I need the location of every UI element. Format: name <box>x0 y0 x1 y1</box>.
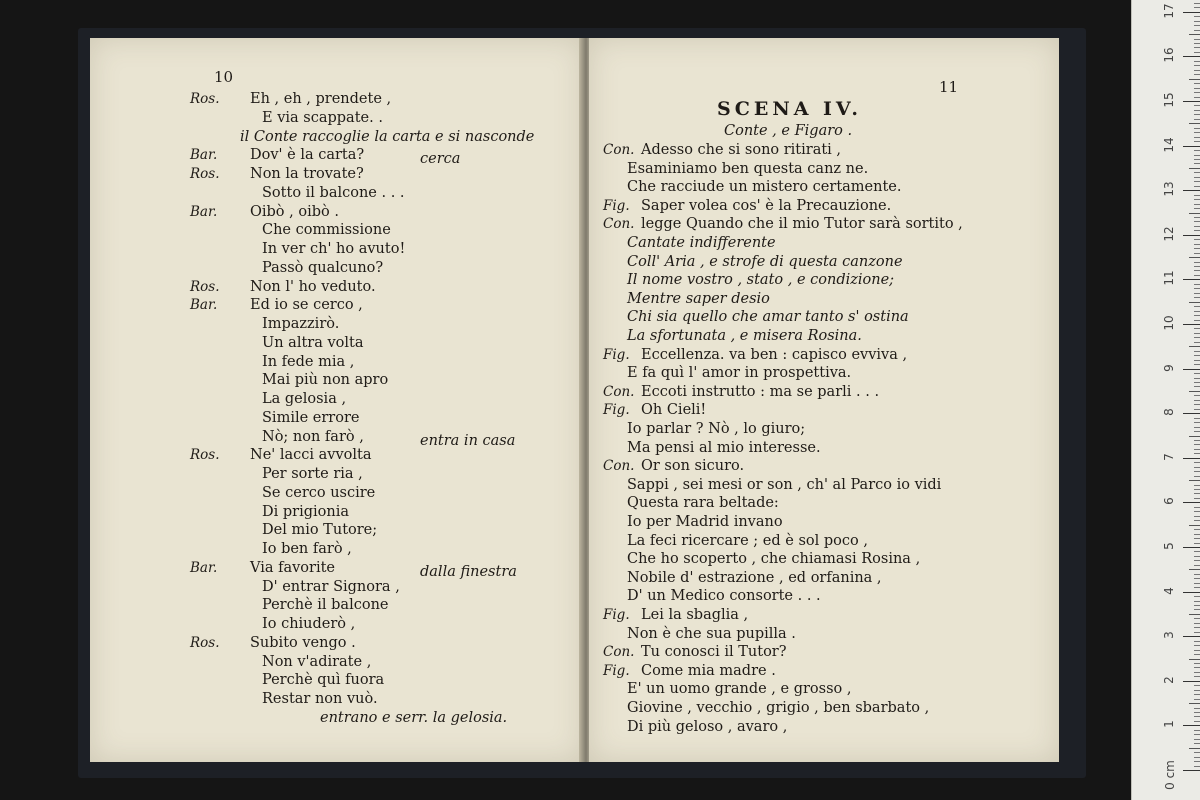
ruler-tick <box>1194 761 1200 762</box>
ruler-tick <box>1194 311 1200 312</box>
ruler-tick <box>1194 578 1200 579</box>
verse-line: Non la trovate? <box>250 166 364 182</box>
speaker-name: Ros. <box>190 278 220 295</box>
verse-line: Di più geloso , avaro , <box>627 718 788 735</box>
verse-line: Che racciude un mistero certamente. <box>627 179 902 196</box>
ruler-label: 2 <box>1162 675 1176 684</box>
verse-line: Chi sia quello che amar tanto s' ostina <box>627 309 909 326</box>
verse-line: Io per Madrid invano <box>627 514 783 530</box>
ruler-tick <box>1183 279 1200 280</box>
verse-line: Ed io se cerco , <box>250 297 363 314</box>
verse-line: Non v'adirate , <box>262 653 372 670</box>
ruler-tick <box>1194 270 1200 271</box>
ruler-tick <box>1194 743 1200 744</box>
ruler-tick <box>1194 373 1200 374</box>
ruler-tick <box>1194 342 1200 343</box>
ruler-tick <box>1194 489 1200 490</box>
ruler-tick <box>1194 632 1200 633</box>
ruler-label: 17 <box>1162 3 1176 19</box>
verse-line: Eccoti instrutto : ma se parli . . . <box>641 383 880 400</box>
ruler-tick <box>1194 551 1200 552</box>
ruler-tick <box>1194 667 1200 668</box>
ruler-tick <box>1194 239 1200 240</box>
ruler-tick <box>1194 253 1200 254</box>
ruler-tick <box>1194 694 1200 695</box>
ruler-tick <box>1194 444 1200 445</box>
ruler-tick <box>1194 137 1200 138</box>
ruler-tick <box>1183 725 1200 726</box>
scene-subtitle: Conte , e Figaro . <box>724 123 853 139</box>
ruler-tick <box>1194 128 1200 129</box>
ruler-tick <box>1194 395 1200 396</box>
ruler-tick <box>1194 181 1200 182</box>
ruler-tick <box>1194 556 1200 557</box>
ruler-tick <box>1194 721 1200 722</box>
ruler-label: 12 <box>1162 226 1176 242</box>
ruler-tick <box>1194 516 1200 517</box>
ruler-tick <box>1183 235 1200 236</box>
ruler-tick <box>1183 324 1200 325</box>
ruler-tick <box>1183 190 1200 191</box>
ruler-tick <box>1194 172 1200 173</box>
ruler-label: 15 <box>1162 92 1176 108</box>
ruler-tick <box>1194 132 1200 133</box>
ruler-tick <box>1194 690 1200 691</box>
verse-line: Perchè quì fuora <box>262 672 385 689</box>
ruler-tick <box>1194 163 1200 164</box>
ruler-label: 9 <box>1162 363 1176 372</box>
verse-line: In fede mia , <box>262 353 355 370</box>
ruler-tick <box>1194 471 1200 472</box>
ruler-tick <box>1194 284 1200 285</box>
ruler-tick <box>1194 195 1200 196</box>
ruler-label: 10 <box>1162 315 1176 331</box>
ruler-tick <box>1194 306 1200 307</box>
ruler-tick <box>1194 7 1200 8</box>
ruler-tick <box>1194 650 1200 651</box>
ruler-tick <box>1189 34 1200 35</box>
ruler-tick <box>1194 601 1200 602</box>
ruler-tick <box>1194 333 1200 334</box>
ruler-tick <box>1194 217 1200 218</box>
speaker-name: Bar. <box>190 147 218 164</box>
ruler-tick <box>1183 770 1200 771</box>
verse-line: Se cerco uscire <box>262 484 376 501</box>
verse-line: Io ben farò , <box>262 541 352 557</box>
ruler-tick <box>1194 672 1200 673</box>
verse-line: Esaminiamo ben questa canz ne. <box>627 160 869 177</box>
ruler-tick <box>1183 636 1200 637</box>
verse-line: Eccellenza. va ben : capisco evviva , <box>641 346 908 363</box>
ruler-tick <box>1194 226 1200 227</box>
ruler-tick <box>1189 569 1200 570</box>
ruler-tick <box>1194 70 1200 71</box>
ruler-tick <box>1194 645 1200 646</box>
verse-line: Via favorite <box>250 559 336 576</box>
speaker-name: Fig. <box>603 197 630 214</box>
verse-line: Eh , eh , prendete , <box>250 91 392 107</box>
page-number: 10 <box>214 68 234 86</box>
verse-line: Perchè il balcone <box>262 597 389 614</box>
verse-line: Ma pensi al mio interesse. <box>627 439 821 456</box>
ruler-tick <box>1194 587 1200 588</box>
verse-line: Tu conosci il Tutor? <box>641 644 787 661</box>
ruler-tick <box>1194 386 1200 387</box>
ruler-tick <box>1194 221 1200 222</box>
speaker-name: Ros. <box>190 91 220 107</box>
ruler-tick <box>1194 288 1200 289</box>
ruler-tick <box>1194 199 1200 200</box>
ruler-tick <box>1189 213 1200 214</box>
ruler-tick <box>1194 293 1200 294</box>
verse-line: Non è che sua pupilla . <box>627 625 796 642</box>
left-page <box>90 38 583 762</box>
verse-line: D' un Medico consorte . . . <box>627 588 821 605</box>
ruler-tick <box>1194 507 1200 508</box>
verse-line: Non l' ho veduto. <box>250 278 376 295</box>
ruler-tick <box>1194 141 1200 142</box>
ruler-tick <box>1194 275 1200 276</box>
ruler-tick <box>1194 382 1200 383</box>
verse-line: Lei la sbaglia , <box>641 607 749 623</box>
ruler-tick <box>1194 538 1200 539</box>
verse-line: Ne' lacci avvolta <box>250 447 372 464</box>
ruler-label: 6 <box>1162 497 1176 506</box>
verse-line: Come mia madre . <box>641 662 776 679</box>
verse-line: Cantate indifferente <box>627 235 776 251</box>
ruler-tick <box>1194 92 1200 93</box>
ruler-tick <box>1194 418 1200 419</box>
ruler-tick <box>1189 703 1200 704</box>
ruler-tick <box>1194 641 1200 642</box>
verse-line: Che ho scoperto , che chiamasi Rosina , <box>627 551 921 568</box>
page-number: 11 <box>939 78 959 96</box>
ruler-tick <box>1189 614 1200 615</box>
ruler-tick <box>1194 739 1200 740</box>
ruler-tick <box>1194 39 1200 40</box>
verse-line: E fa quì l' amor in prospettiva. <box>627 365 852 382</box>
verse-line: legge Quando che il mio Tutor sarà sortito , <box>641 216 963 233</box>
ruler-tick <box>1194 47 1200 48</box>
stage-direction: cerca <box>420 151 461 168</box>
ruler-tick <box>1194 400 1200 401</box>
ruler-tick <box>1194 364 1200 365</box>
ruler-tick <box>1194 467 1200 468</box>
verse-line: La gelosia , <box>262 391 347 407</box>
ruler-label: 7 <box>1162 452 1176 461</box>
ruler-label: 1 <box>1162 720 1176 729</box>
ruler-tick <box>1194 204 1200 205</box>
ruler-tick <box>1189 257 1200 258</box>
ruler-tick <box>1194 498 1200 499</box>
ruler-tick <box>1194 355 1200 356</box>
ruler-tick <box>1194 155 1200 156</box>
verse-line: E via scappate. . <box>262 109 383 126</box>
verse-line: E' un uomo grande , e grosso , <box>627 681 852 698</box>
ruler-tick <box>1194 262 1200 263</box>
speaker-name: Ros. <box>190 166 220 182</box>
ruler-tick <box>1189 748 1200 749</box>
ruler-tick <box>1194 320 1200 321</box>
speaker-name: Con. <box>603 216 635 233</box>
stage-direction: dalla finestra <box>420 563 517 580</box>
ruler-tick <box>1194 186 1200 187</box>
ruler-tick <box>1194 476 1200 477</box>
ruler-tick <box>1194 114 1200 115</box>
ruler-tick <box>1183 369 1200 370</box>
ruler-tick <box>1194 427 1200 428</box>
ruler-tick <box>1194 627 1200 628</box>
stage-direction: entra in casa <box>420 432 516 449</box>
speaker-name: Ros. <box>190 447 220 464</box>
ruler-tick <box>1194 708 1200 709</box>
scene-title: SCENA IV. <box>717 98 862 120</box>
ruler-tick <box>1189 436 1200 437</box>
speaker-name: Con. <box>603 383 635 400</box>
ruler-tick <box>1194 605 1200 606</box>
verse-line: Giovine , vecchio , grigio , ben sbarbato , <box>627 700 930 716</box>
ruler-label: 4 <box>1162 586 1176 595</box>
ruler-tick <box>1194 583 1200 584</box>
ruler-tick <box>1194 752 1200 753</box>
verse-line: Or son sicuro. <box>641 458 745 475</box>
verse-line: Simile errore <box>262 409 360 426</box>
ruler-tick <box>1194 244 1200 245</box>
speaker-name: Con. <box>603 458 635 475</box>
ruler-tick <box>1194 328 1200 329</box>
ruler-tick <box>1183 146 1200 147</box>
ruler-tick <box>1194 574 1200 575</box>
ruler-tick <box>1194 440 1200 441</box>
verse-line: Il nome vostro , stato , e condizione; <box>627 272 895 289</box>
ruler-tick <box>1189 302 1200 303</box>
ruler-label: 8 <box>1162 408 1176 417</box>
ruler-tick <box>1194 43 1200 44</box>
ruler-tick <box>1194 74 1200 75</box>
ruler-tick <box>1194 159 1200 160</box>
ruler-tick <box>1194 83 1200 84</box>
ruler-tick <box>1189 659 1200 660</box>
ruler-tick <box>1194 493 1200 494</box>
verse-line: Sappi , sei mesi or son , ch' al Parco io vidi <box>627 476 942 493</box>
speaker-name: Con. <box>603 644 635 661</box>
ruler-tick <box>1194 596 1200 597</box>
speaker-name: Con. <box>603 142 635 158</box>
ruler-tick <box>1194 360 1200 361</box>
ruler-tick <box>1194 351 1200 352</box>
verse-line: La sfortunata , e misera Rosina. <box>627 328 862 344</box>
ruler-tick <box>1194 409 1200 410</box>
verse-line: Del mio Tutore; <box>262 522 378 539</box>
ruler-label: 13 <box>1162 181 1176 197</box>
speaker-name: Fig. <box>603 402 630 419</box>
verse-line: Adesso che si sono ritirati , <box>641 142 842 158</box>
verse-line: Subito vengo . <box>250 634 356 651</box>
ruler-tick <box>1194 297 1200 298</box>
verse-line: Mentre saper desio <box>627 290 770 307</box>
verse-line: Di prigionia <box>262 503 349 520</box>
right-page <box>589 38 1059 762</box>
ruler-tick <box>1189 168 1200 169</box>
speaker-name: Bar. <box>190 297 218 314</box>
verse-line: Per sorte ria , <box>262 466 363 482</box>
verse-line: Oibò , oibò . <box>250 203 339 220</box>
ruler-tick <box>1194 208 1200 209</box>
ruler-tick <box>1189 123 1200 124</box>
verse-line: Nò; non farò , <box>262 428 364 445</box>
ruler-tick <box>1194 712 1200 713</box>
verse-line: Impazzirò. <box>262 316 340 332</box>
measuring-ruler <box>1131 0 1200 800</box>
ruler-tick <box>1183 681 1200 682</box>
ruler-tick <box>1194 150 1200 151</box>
ruler-tick <box>1194 654 1200 655</box>
ruler-tick <box>1183 502 1200 503</box>
speaker-name: Fig. <box>603 346 630 363</box>
ruler-tick <box>1194 337 1200 338</box>
verse-line: Restar non vuò. <box>262 691 378 707</box>
ruler-label: 16 <box>1162 47 1176 64</box>
verse-line: Un altra volta <box>262 334 364 351</box>
ruler-tick <box>1189 391 1200 392</box>
speaker-name: Bar. <box>190 203 218 220</box>
ruler-tick <box>1194 422 1200 423</box>
verse-line: Sotto il balcone . . . <box>262 184 405 201</box>
ruler-tick <box>1194 177 1200 178</box>
verse-line: In ver ch' ho avuto! <box>262 241 406 257</box>
ruler-tick <box>1194 52 1200 53</box>
ruler-tick <box>1194 431 1200 432</box>
ruler-tick <box>1194 315 1200 316</box>
ruler-tick <box>1194 663 1200 664</box>
ruler-tick <box>1194 676 1200 677</box>
ruler-tick <box>1194 61 1200 62</box>
ruler-tick <box>1183 101 1200 102</box>
ruler-tick <box>1194 110 1200 111</box>
ruler-tick <box>1194 248 1200 249</box>
ruler-tick <box>1194 623 1200 624</box>
ruler-tick <box>1194 230 1200 231</box>
ruler-tick <box>1183 458 1200 459</box>
ruler-tick <box>1194 378 1200 379</box>
verse-line: Saper volea cos' è la Precauzione. <box>641 197 892 214</box>
ruler-tick <box>1194 699 1200 700</box>
ruler-tick <box>1189 346 1200 347</box>
ruler-tick <box>1189 525 1200 526</box>
ruler-tick <box>1194 449 1200 450</box>
verse-line: Dov' è la carta? <box>250 147 365 164</box>
stage-direction: entrano e serr. la gelosia. <box>320 709 508 726</box>
ruler-tick <box>1194 560 1200 561</box>
ruler-tick <box>1189 79 1200 80</box>
ruler-tick <box>1194 618 1200 619</box>
ruler-label: 3 <box>1162 631 1176 640</box>
verse-line: Oh Cieli! <box>641 402 707 419</box>
ruler-tick <box>1194 266 1200 267</box>
ruler-tick <box>1194 404 1200 405</box>
ruler-tick <box>1194 88 1200 89</box>
ruler-tick <box>1194 520 1200 521</box>
ruler-tick <box>1194 534 1200 535</box>
verse-line: Nobile d' estrazione , ed orfanina , <box>627 569 882 586</box>
ruler-label: 5 <box>1162 542 1176 550</box>
ruler-tick <box>1194 511 1200 512</box>
verse-line: Mai più non apro <box>262 372 389 389</box>
ruler-tick <box>1194 65 1200 66</box>
ruler-tick <box>1194 16 1200 17</box>
ruler-tick <box>1194 757 1200 758</box>
speaker-name: Fig. <box>603 607 630 623</box>
ruler-tick <box>1194 3 1200 4</box>
speaker-name: Fig. <box>603 662 630 679</box>
speaker-name: Ros. <box>190 634 220 651</box>
stage-direction: il Conte raccoglie la carta e si nasconde <box>240 128 535 145</box>
verse-line: Che commissione <box>262 222 391 239</box>
ruler-tick <box>1183 592 1200 593</box>
verse-line: Coll' Aria , e strofe di questa canzone <box>627 253 903 270</box>
ruler-tick <box>1194 716 1200 717</box>
verse-line: Questa rara beltade: <box>627 495 779 512</box>
ruler-label: 11 <box>1162 270 1176 287</box>
speaker-name: Bar. <box>190 559 218 576</box>
ruler-label: 0 cm <box>1163 760 1177 790</box>
ruler-tick <box>1194 453 1200 454</box>
ruler-tick <box>1189 480 1200 481</box>
ruler-tick <box>1194 30 1200 31</box>
ruler-tick <box>1194 105 1200 106</box>
ruler-tick <box>1194 766 1200 767</box>
verse-line: La feci ricercare ; ed è sol poco , <box>627 532 868 549</box>
ruler-tick <box>1194 609 1200 610</box>
verse-line: Io parlar ? Nò , lo giuro; <box>627 421 806 437</box>
ruler-tick <box>1194 97 1200 98</box>
ruler-tick <box>1194 462 1200 463</box>
verse-line: Io chiuderò , <box>262 616 356 632</box>
ruler-tick <box>1183 56 1200 57</box>
ruler-tick <box>1194 685 1200 686</box>
ruler-tick <box>1194 734 1200 735</box>
ruler-tick <box>1194 25 1200 26</box>
ruler-tick <box>1194 565 1200 566</box>
ruler-tick <box>1183 12 1200 13</box>
ruler-tick <box>1194 119 1200 120</box>
verse-line: Passò qualcuno? <box>262 259 384 276</box>
ruler-tick <box>1194 529 1200 530</box>
ruler-tick <box>1194 485 1200 486</box>
ruler-tick <box>1183 547 1200 548</box>
ruler-tick <box>1194 21 1200 22</box>
ruler-tick <box>1194 730 1200 731</box>
ruler-tick <box>1183 413 1200 414</box>
ruler-tick <box>1194 543 1200 544</box>
ruler-label: 14 <box>1162 136 1176 153</box>
verse-line: D' entrar Signora , <box>262 578 400 595</box>
